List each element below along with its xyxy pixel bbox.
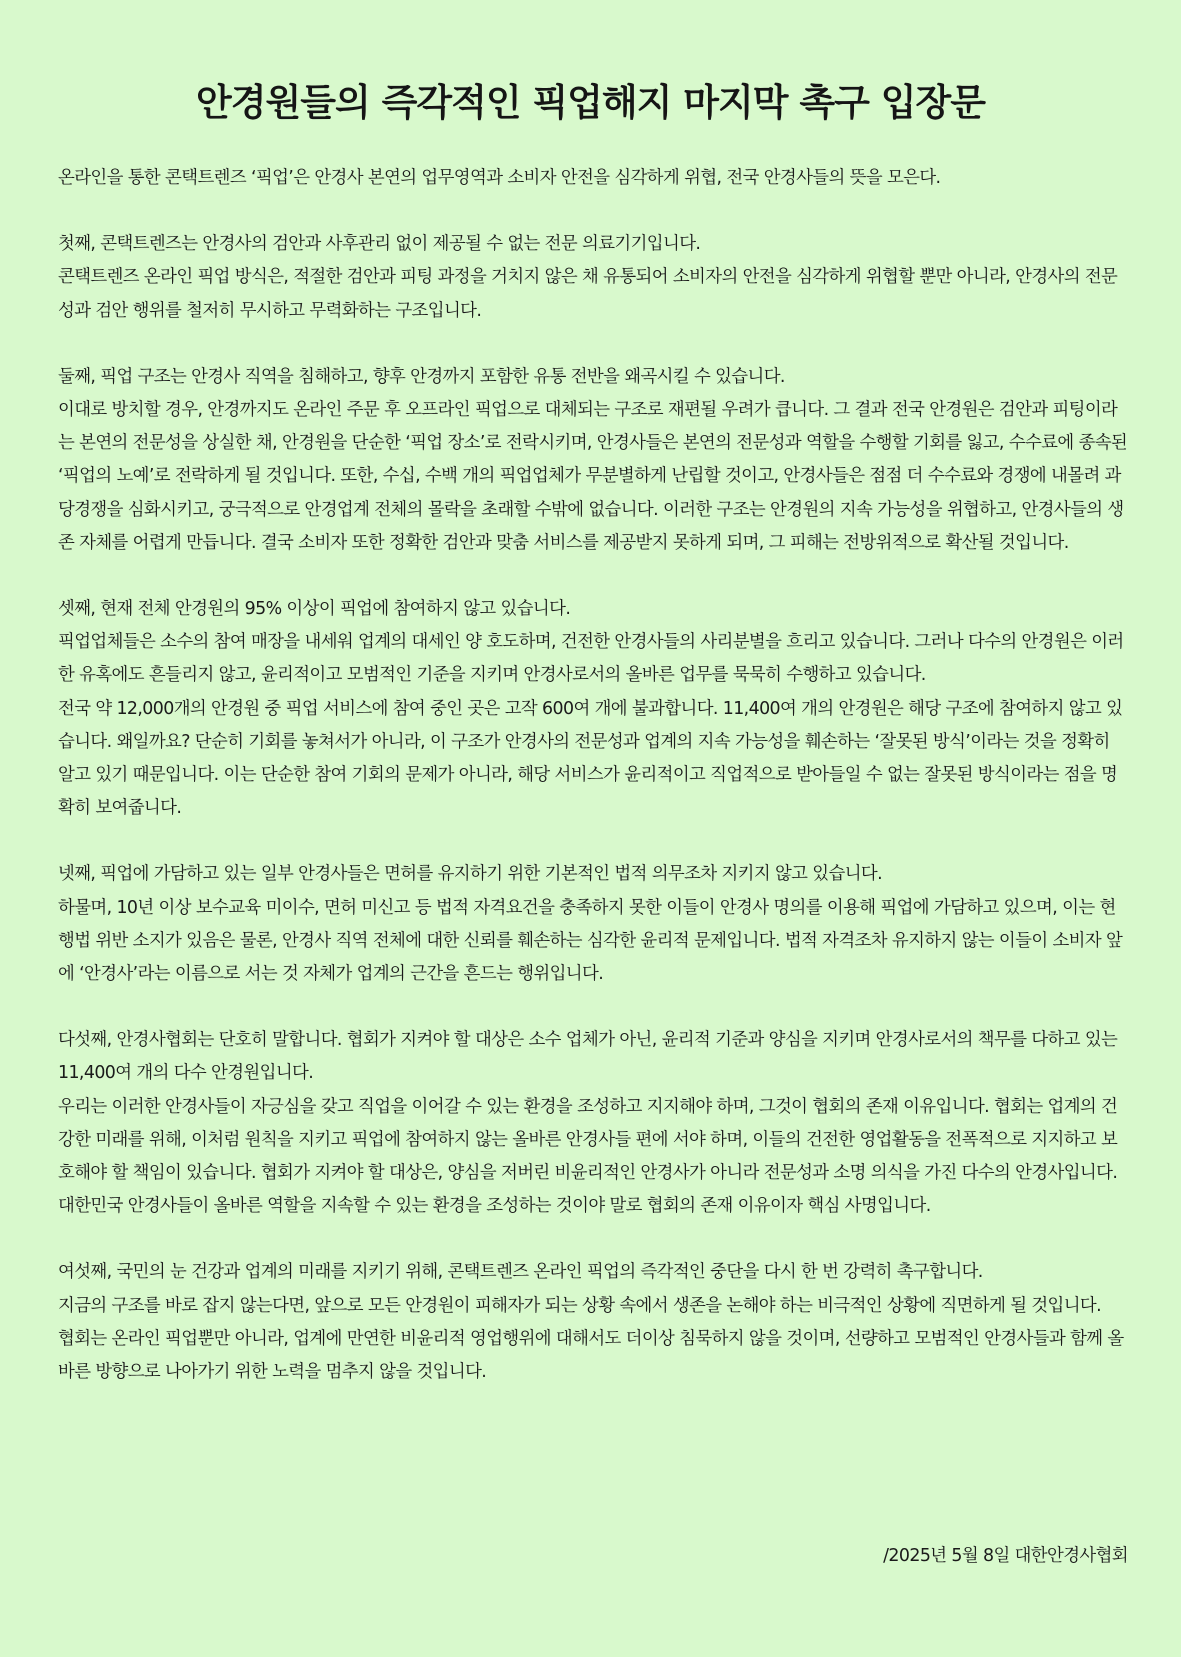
section-paragraph: 우리는 이러한 안경사들이 자긍심을 갖고 직업을 이어갈 수 있는 환경을 조성하고 지지해야 하며, 그것이 협회의 존재 이유입니다. 협회는 업계의 건강한 미래를 위해, 이처럼 원칙을 지키고 픽업에 참여하지 않는 올바른 안경사들 편에 서야 하며, 이들의 건전한 영업활동을 전폭적으로 지지하고 보호해야 할 책임이 있습니다. 협회가 지켜야 할 대상은, 양심을 저버린 비윤리적인 안경사가 아니라 전문성과 소명 의식을 가진 다수의 안경사입니다. 대한민국 안경사들이 올바른 역할을 지속할 수 있는 환경을 조성하는 것이야 말로 협회의 존재 이유이자 핵심 사명입니다. [58, 1096, 1118, 1217]
section-2 [58, 361, 1130, 560]
document-body [58, 162, 1130, 1389]
document-title: 안경원들의 즉각적인 픽업해지 마지막 촉구 입장문 [196, 81, 985, 124]
section-3 [58, 593, 1130, 825]
section-heading: 넷째, 픽업에 가담하고 있는 일부 안경사들은 면허를 유지하기 위한 기본적인 법적 의무조차 지키지 않고 있습니다. [58, 864, 883, 885]
section-heading: 다섯째, 안경사협회는 단호히 말합니다. 협회가 지켜야 할 대상은 소수 업체가 아닌, 윤리적 기준과 양심을 지키며 안경사로서의 책무를 다하고 있는 11,400여 개의 다수 안경원입니다. [58, 1030, 1118, 1084]
section-paragraph: 픽업업체들은 소수의 참여 매장을 내세워 업계의 대세인 양 호도하며, 건전한 안경사들의 사리분별을 흐리고 있습니다. 그러나 다수의 안경원은 이러한 유혹에도 흔들리지 않고, 윤리적이고 모범적인 기준을 지키며 안경사로서의 올바른 업무를 묵묵히 수행하고 있습니다. [58, 632, 1124, 686]
section-heading: 둘째, 픽업 구조는 안경사 직역을 침해하고, 향후 안경까지 포함한 유통 전반을 왜곡시킬 수 있습니다. [58, 366, 785, 387]
section-paragraph: 협회는 온라인 픽업뿐만 아니라, 업계에 만연한 비윤리적 영업행위에 대해서도 더이상 침묵하지 않을 것이며, 선량하고 모범적인 안경사들과 함께 올바른 방향으로 나아가기 위한 노력을 멈추지 않을 것입니다. [58, 1328, 1124, 1383]
section-5 [58, 1024, 1130, 1223]
section-paragraph: 하물며, 10년 이상 보수교육 미이수, 면허 미신고 등 법적 자격요건을 충족하지 못한 이들이 안경사 명의를 이용해 픽업에 가담하고 있으며, 이는 현행법 위반 소지가 있음은 물론, 안경사 직역 전체에 대한 신뢰를 훼손하는 심각한 윤리적 문제입니다. 법적 자격조차 유지하지 않는 이들이 소비자 앞에 ‘안경사’라는 이름으로 서는 것 자체가 업계의 근간을 흔드는 행위입니다. [58, 897, 1123, 985]
section-paragraph: 콘택트렌즈 온라인 픽업 방식은, 적절한 검안과 피팅 과정을 거치지 않은 채 유통되어 소비자의 안전을 심각하게 위협할 뿐만 아니라, 안경사의 전문성과 검안 행위를 철저히 무시하고 무력화하는 구조입니다. [58, 267, 1118, 321]
section-6 [58, 1256, 1130, 1389]
section-heading: 여섯째, 국민의 눈 건강과 업계의 미래를 지키기 위해, 콘택트렌즈 온라인 픽업의 즉각적인 중단을 다시 한 번 강력히 촉구합니다. [58, 1262, 983, 1283]
section-paragraph: 전국 약 12,000개의 안경원 중 픽업 서비스에 참여 중인 곳은 고작 600여 개에 불과합니다. 11,400여 개의 안경원은 해당 구조에 참여하지 않고 있습니다. 왜일까요? 단순히 기회를 놓쳐서가 아니라, 이 구조가 안경사의 전문성과 업계의 지속 가능성을 훼손하는 ‘잘못된 방식’이라는 것을 정확히 알고 있기 때문입니다. 이는 단순한 참여 기회의 문제가 아니라, 해당 서비스가 윤리적이고 직업적으로 받아들일 수 없는 잘못된 방식이라는 점을 명확히 보여줍니다. [58, 698, 1123, 819]
section-heading: 첫째, 콘택트렌즈는 안경사의 검안과 사후관리 없이 제공될 수 없는 전문 의료기기입니다. [58, 234, 701, 255]
intro-paragraph: 온라인을 통한 콘택트렌즈 ‘픽업’은 안경사 본연의 업무영역과 소비자 안전을 심각하게 위협, 전국 안경사들의 뜻을 모은다. [58, 168, 941, 188]
section-paragraph: 이대로 방치할 경우, 안경까지도 온라인 주문 후 오프라인 픽업으로 대체되는 구조로 재편될 우려가 큽니다. 그 결과 전국 안경원은 검안과 피팅이라는 본연의 전문성을 상실한 채, 안경원을 단순한 ‘픽업 장소’로 전락시키며, 안경사들은 본연의 전문성과 역할을 수행할 기회를 잃고, 수수료에 종속된 ‘픽업의 노예’로 전락하게 될 것입니다. 또한, 수십, 수백 개의 픽업업체가 무분별하게 난립할 것이고, 안경사들은 점점 더 수수료와 경쟁에 내몰려 과당경쟁을 심화시키고, 궁극적으로 안경업계 전체의 몰락을 초래할 수밖에 없습니다. 이러한 구조는 안경원의 지속 가능성을 위협하고, 안경사들의 생존 자체를 어렵게 만듭니다. 결국 소비자 또한 정확한 검안과 맞춤 서비스를 제공받지 못하게 되며, 그 피해는 전방위적으로 확산될 것입니다. [58, 400, 1128, 553]
section-heading: 셋째, 현재 전체 안경원의 95% 이상이 픽업에 참여하지 않고 있습니다. [58, 599, 571, 620]
section-paragraph: 지금의 구조를 바로 잡지 않는다면, 앞으로 모든 안경원이 피해자가 되는 상황 속에서 생존을 논해야 하는 비극적인 상황에 직면하게 될 것입니다. [58, 1295, 1102, 1316]
section-1 [58, 228, 1130, 328]
date-signature: /2025년 5월 8일 대한안경사협회 [883, 1546, 1128, 1566]
section-4 [58, 858, 1130, 991]
